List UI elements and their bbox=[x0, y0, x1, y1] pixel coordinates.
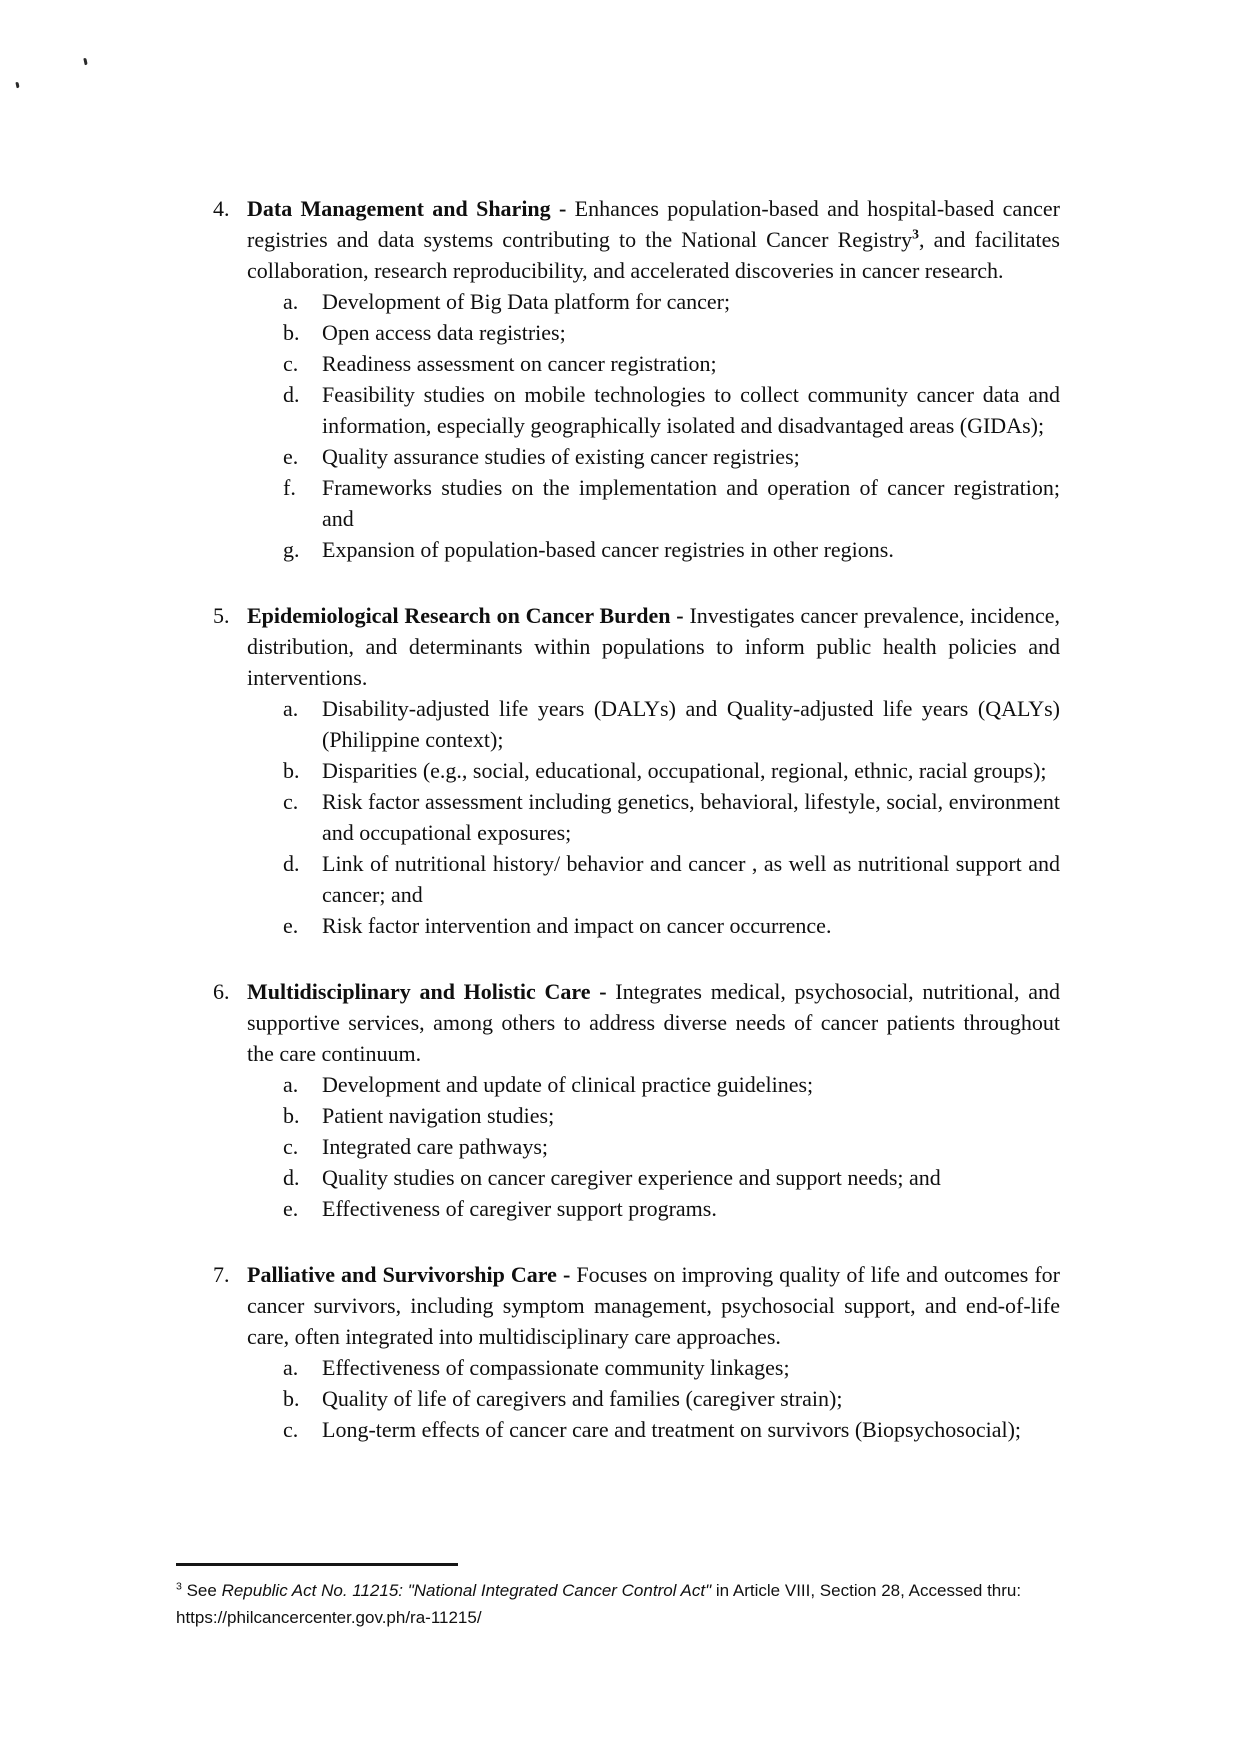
item-number: 7. bbox=[213, 1262, 230, 1287]
item-number: 4. bbox=[213, 196, 230, 221]
sub-item-text: Integrated care pathways; bbox=[322, 1134, 548, 1159]
item-title: Palliative and Survivorship Care - bbox=[247, 1262, 571, 1287]
item-title: Data Management and Sharing - bbox=[247, 196, 567, 221]
sub-item bbox=[283, 472, 1060, 534]
sub-item-letter: b. bbox=[283, 1103, 300, 1128]
sub-item bbox=[283, 786, 1060, 848]
sub-item bbox=[283, 441, 1060, 472]
item-title: Epidemiological Research on Cancer Burden - bbox=[247, 603, 684, 628]
sub-item bbox=[283, 348, 1060, 379]
numbered-list bbox=[213, 193, 1060, 1445]
footnote-text bbox=[176, 1577, 1081, 1631]
sub-item-text: Long-term effects of cancer care and treatment on survivors (Biopsychosocial); bbox=[322, 1417, 1022, 1442]
text-segment: in Article VIII, Section 28, Accessed thru: bbox=[711, 1581, 1022, 1600]
list-item bbox=[213, 976, 1060, 1224]
sub-item-text: Frameworks studies on the implementation and operation of cancer registration; and bbox=[322, 475, 1060, 531]
sub-item-list bbox=[247, 1069, 1060, 1224]
text-segment: Focuses on improving quality of life and outcomes for cancer survivors, including symptom management, psychosocial support, and end-of-life care, often integrated into multidisciplinary care approaches. bbox=[247, 1262, 1061, 1349]
text-segment: Integrates medical, psychosocial, nutritional, and supportive services, among others to address diverse needs of cancer patients throughout the care continuum. bbox=[247, 979, 1061, 1066]
list-item bbox=[213, 600, 1060, 941]
sub-item bbox=[283, 755, 1060, 786]
scan-artifact bbox=[83, 58, 87, 65]
sub-item-text: Quality assurance studies of existing cancer registries; bbox=[322, 444, 800, 469]
item-body bbox=[247, 976, 1060, 1224]
sub-item-letter: e. bbox=[283, 913, 299, 938]
sub-item bbox=[283, 910, 1060, 941]
footnote-divider bbox=[176, 1563, 458, 1566]
sub-item-letter: d. bbox=[283, 382, 300, 407]
sub-item-text: Disparities (e.g., social, educational, occupational, regional, ethnic, racial groups); bbox=[322, 758, 1047, 783]
sub-item bbox=[283, 534, 1060, 565]
list-item bbox=[213, 1259, 1060, 1445]
text-segment: Investigates cancer prevalence, incidence, distribution, and determinants within populations to inform public health policies and interventions. bbox=[247, 603, 1060, 690]
sub-item bbox=[283, 693, 1060, 755]
superscript: 3 bbox=[912, 226, 919, 242]
item-number: 5. bbox=[213, 603, 230, 628]
sub-item bbox=[283, 1100, 1060, 1131]
text-segment: See bbox=[181, 1581, 222, 1600]
sub-item-text: Effectiveness of compassionate community linkages; bbox=[322, 1355, 790, 1380]
sub-item-letter: c. bbox=[283, 351, 299, 376]
sub-item bbox=[283, 1193, 1060, 1224]
sub-item-letter: b. bbox=[283, 1386, 300, 1411]
sub-item bbox=[283, 848, 1060, 910]
sub-item-letter: g. bbox=[283, 537, 300, 562]
sub-item bbox=[283, 1162, 1060, 1193]
sub-item-letter: c. bbox=[283, 1417, 299, 1442]
item-number: 6. bbox=[213, 979, 230, 1004]
sub-item-text: Quality studies on cancer caregiver experience and support needs; and bbox=[322, 1165, 941, 1190]
sub-item-letter: c. bbox=[283, 789, 299, 814]
sub-item bbox=[283, 1069, 1060, 1100]
sub-item-text: Disability-adjusted life years (DALYs) and Quality-adjusted life years (QALYs) (Philippine context); bbox=[322, 696, 1060, 752]
sub-item-text: Readiness assessment on cancer registration; bbox=[322, 351, 717, 376]
sub-item-list bbox=[247, 286, 1060, 565]
item-body bbox=[247, 193, 1060, 565]
sub-item-text: Link of nutritional history/ behavior and cancer , as well as nutritional support and cancer; and bbox=[322, 851, 1060, 907]
sub-item-letter: e. bbox=[283, 1196, 299, 1221]
item-title: Multidisciplinary and Holistic Care - bbox=[247, 979, 607, 1004]
item-body bbox=[247, 1259, 1060, 1445]
sub-item-text: Development of Big Data platform for cancer; bbox=[322, 289, 731, 314]
sub-item-letter: a. bbox=[283, 1072, 299, 1097]
footnote bbox=[176, 1563, 1081, 1631]
text-segment: Republic Act No. 11215: "National Integrated Cancer Control Act" bbox=[221, 1581, 712, 1600]
sub-item-list bbox=[247, 1352, 1060, 1445]
sub-item-letter: b. bbox=[283, 320, 300, 345]
sub-item-letter: a. bbox=[283, 1355, 299, 1380]
sub-item bbox=[283, 286, 1060, 317]
sub-item-text: Feasibility studies on mobile technologies to collect community cancer data and information, especially geographically isolated and disadvantaged areas (GIDAs); bbox=[322, 382, 1060, 438]
sub-item bbox=[283, 379, 1060, 441]
item-paragraph bbox=[247, 976, 1060, 1069]
sub-item-letter: b. bbox=[283, 758, 300, 783]
sub-item-letter: f. bbox=[283, 475, 296, 500]
sub-item-letter: a. bbox=[283, 696, 299, 721]
sub-item-letter: c. bbox=[283, 1134, 299, 1159]
item-paragraph bbox=[247, 193, 1060, 286]
text-segment: , and facilitates collaboration, research reproducibility, and accelerated discoveries in cancer research. bbox=[247, 227, 1060, 283]
sub-item-text: Patient navigation studies; bbox=[322, 1103, 555, 1128]
sub-item bbox=[283, 1414, 1060, 1445]
sub-item-list bbox=[247, 693, 1060, 941]
sub-item bbox=[283, 1352, 1060, 1383]
text-segment: Enhances population-based and hospital-based cancer registries and data systems contributing to the National Cancer Registry bbox=[247, 196, 1061, 252]
list-item bbox=[213, 193, 1060, 565]
sub-item-text: Risk factor intervention and impact on cancer occurrence. bbox=[322, 913, 832, 938]
sub-item-text: Quality of life of caregivers and families (caregiver strain); bbox=[322, 1386, 843, 1411]
item-paragraph bbox=[247, 1259, 1060, 1352]
sub-item-letter: d. bbox=[283, 851, 300, 876]
sub-item-letter: a. bbox=[283, 289, 299, 314]
sub-item bbox=[283, 1383, 1060, 1414]
text-segment: https://philcancercenter.gov.ph/ra-11215/ bbox=[176, 1608, 482, 1627]
sub-item bbox=[283, 1131, 1060, 1162]
sub-item-text: Effectiveness of caregiver support programs. bbox=[322, 1196, 717, 1221]
sub-item-letter: d. bbox=[283, 1165, 300, 1190]
sub-item-text: Expansion of population-based cancer registries in other regions. bbox=[322, 537, 894, 562]
sub-item-text: Development and update of clinical practice guidelines; bbox=[322, 1072, 814, 1097]
sub-item-letter: e. bbox=[283, 444, 299, 469]
sub-item-text: Risk factor assessment including genetics, behavioral, lifestyle, social, environment and occupational exposures; bbox=[322, 789, 1060, 845]
sub-item bbox=[283, 317, 1060, 348]
scan-artifact bbox=[15, 82, 19, 88]
superscript: 3 bbox=[176, 1580, 182, 1593]
item-body bbox=[247, 600, 1060, 941]
sub-item-text: Open access data registries; bbox=[322, 320, 566, 345]
item-paragraph bbox=[247, 600, 1060, 693]
